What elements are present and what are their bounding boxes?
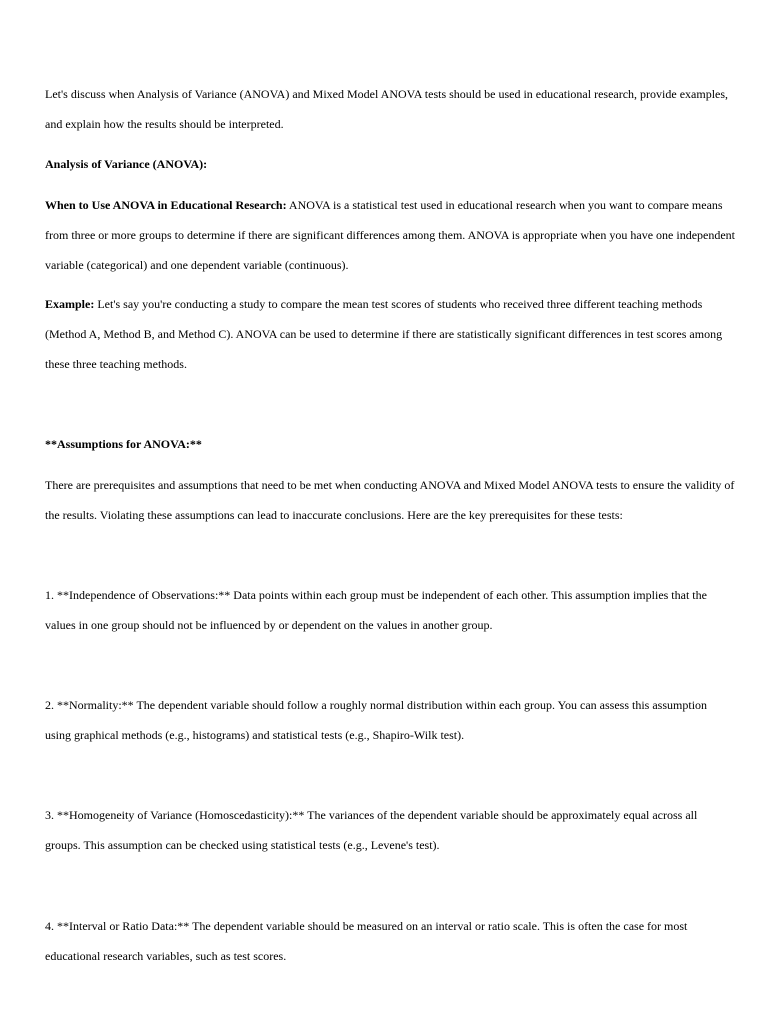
intro-paragraph: Let's discuss when Analysis of Variance (ANOVA) and Mixed Model ANOVA tests should be used in educational research, provide examples, and explain how the results should be interpreted.	[45, 87, 729, 131]
assumptions-intro-paragraph: There are prerequisites and assumptions that need to be met when conducting ANOVA and Mixed Model ANOVA tests to ensure the validity of the results. Violating these assumptions can lead to inaccurate conclusions. Here are the key prerequisites for these tests:	[45, 478, 735, 522]
example-label: Example:	[45, 297, 95, 311]
example-paragraph	[45, 289, 735, 379]
assumption-item-independence: 1. **Independence of Observations:** Data points within each group must be independent of each other. This assumption implies that the values in one group should not be influenced by or dependent on the values in another group.	[45, 588, 707, 632]
assumption-item-normality: 2. **Normality:** The dependent variable should follow a roughly normal distribution within each group. You can assess this assumption using graphical methods (e.g., histograms) and statistical tests (e.g., Shapiro-Wilk test).	[45, 698, 708, 742]
section-heading: Analysis of Variance (ANOVA):	[45, 157, 208, 171]
when-to-use-label: When to Use ANOVA in Educational Research:	[45, 198, 287, 212]
when-to-use-paragraph	[45, 190, 735, 280]
assumption-item-homogeneity: 3. **Homogeneity of Variance (Homoscedasticity):** The variances of the dependent variable should be approximately equal across all groups. This assumption can be checked using statistical tests (e.g., Levene's test).	[45, 808, 698, 852]
example-text: Let's say you're conducting a study to compare the mean test scores of students who received three different teaching methods (Method A, Method B, and Method C). ANOVA can be used to determine if there are statistically significant differences in test scores among these three teaching methods.	[45, 297, 723, 371]
assumptions-heading: **Assumptions for ANOVA:**	[45, 437, 202, 451]
assumption-item-interval-ratio: 4. **Interval or Ratio Data:** The dependent variable should be measured on an interval or ratio scale. This is often the case for most educational research variables, such as test scores.	[45, 919, 688, 963]
when-to-use-text: ANOVA is a statistical test used in educational research when you want to compare means from three or more groups to determine if there are significant differences among them. ANOVA is appropriate when you have one independent variable (categorical) and one dependent variable (continuous).	[45, 198, 736, 272]
